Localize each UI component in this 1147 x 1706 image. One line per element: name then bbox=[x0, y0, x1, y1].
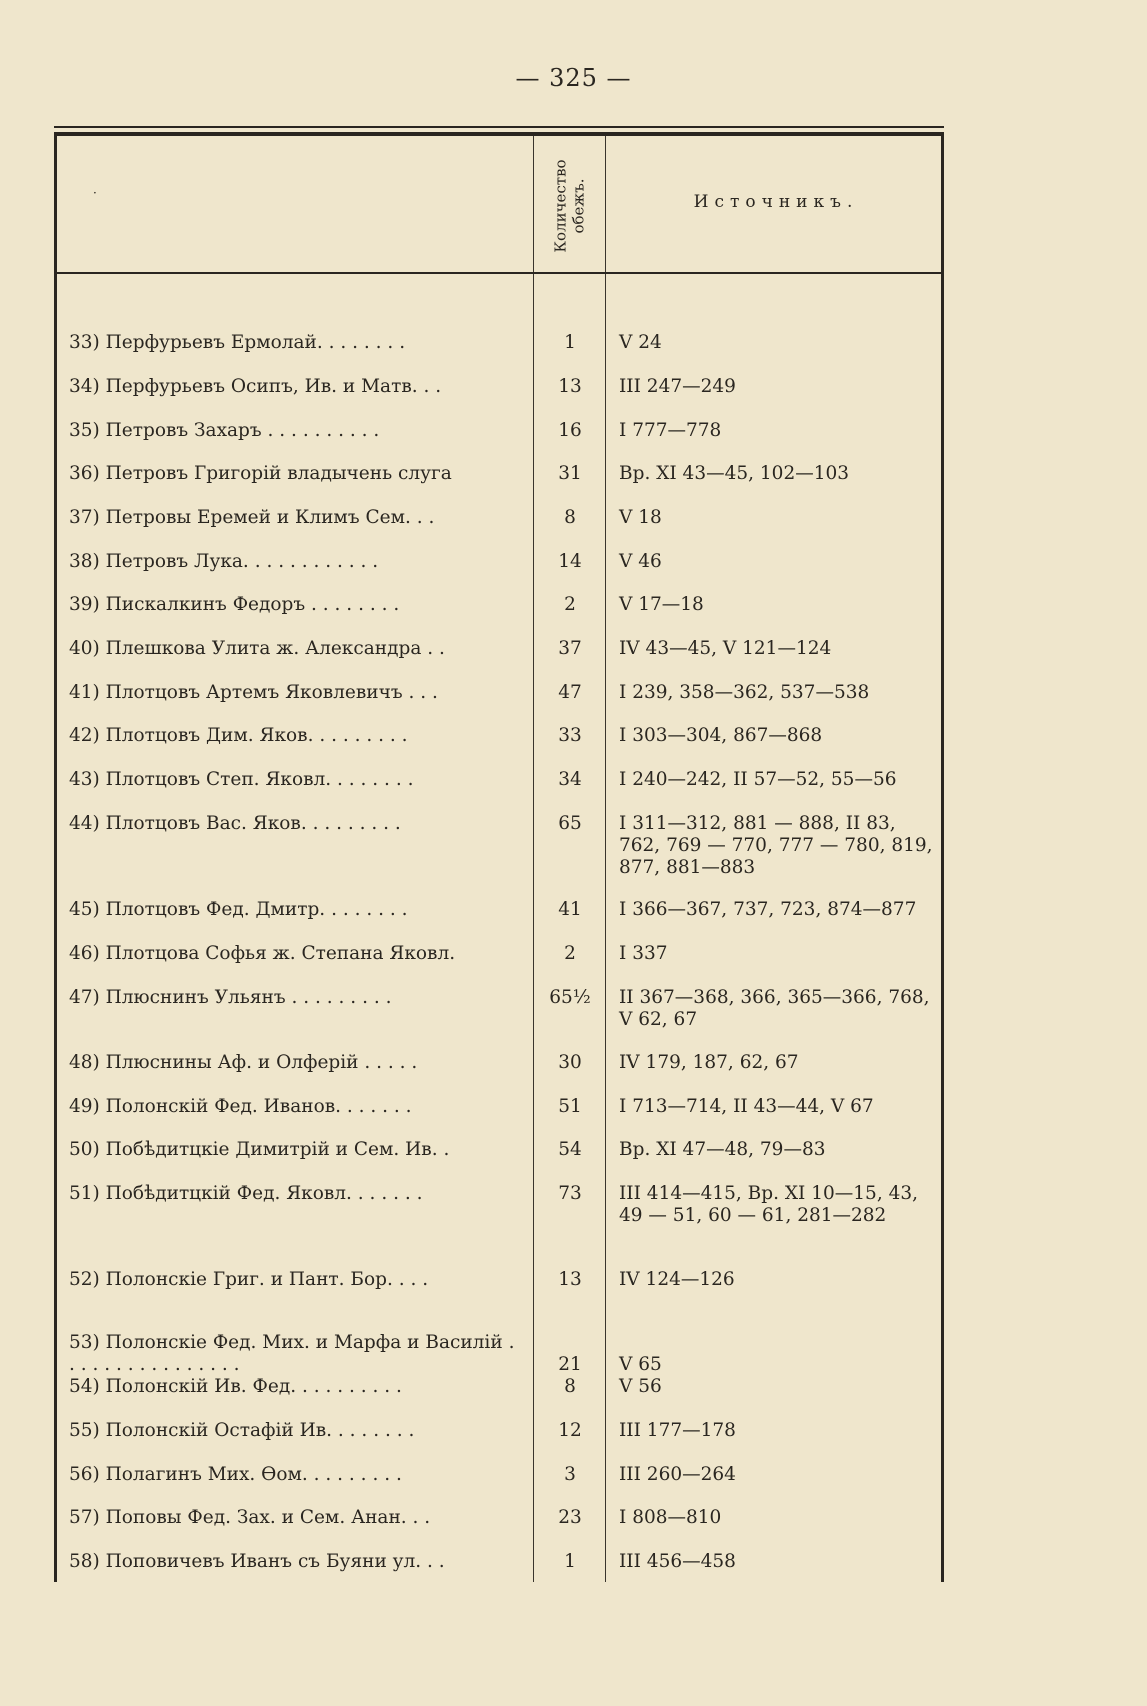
row-number: 49) bbox=[69, 1096, 100, 1117]
row-name-cell bbox=[69, 463, 525, 485]
row-number: 38) bbox=[69, 551, 100, 572]
row-name-cell bbox=[69, 1332, 525, 1376]
row-source: I 240—242, II 57—52, 55—56 bbox=[619, 769, 897, 790]
header-source: Источникъ. bbox=[693, 192, 859, 212]
row-source: I 808—810 bbox=[619, 1507, 722, 1528]
row-name-cell bbox=[69, 1420, 525, 1442]
row-count: 14 bbox=[558, 551, 582, 572]
row-name-cell bbox=[69, 1507, 525, 1529]
row-name: Пискалкинъ Федоръ . . . . . . . . bbox=[105, 594, 400, 615]
row-name: Плотцовъ Вас. Яков. . . . . . . . . bbox=[105, 813, 401, 834]
row-count: 54 bbox=[558, 1139, 582, 1160]
register-table bbox=[54, 132, 944, 1582]
row-source: I 337 bbox=[619, 943, 668, 964]
row-source: I 713—714, II 43—44, V 67 bbox=[619, 1096, 874, 1117]
row-count: 51 bbox=[558, 1096, 582, 1117]
row-number: 53) bbox=[69, 1332, 100, 1353]
row-count: 3 bbox=[564, 1464, 576, 1485]
header-count bbox=[537, 142, 603, 270]
row-name-cell bbox=[69, 1096, 525, 1118]
row-source: V 46 bbox=[619, 551, 662, 572]
row-name-cell bbox=[69, 987, 525, 1009]
row-name-cell bbox=[69, 943, 525, 965]
row-name: Побѣдитцкій Фед. Яковл. . . . . . . bbox=[105, 1183, 423, 1204]
row-count: 37 bbox=[558, 638, 582, 659]
row-name: Петровы Еремей и Климъ Сем. . . bbox=[105, 507, 435, 528]
row-name: Петровъ Захаръ . . . . . . . . . . bbox=[105, 420, 380, 441]
row-name-cell bbox=[69, 332, 525, 354]
row-count: 16 bbox=[558, 420, 582, 441]
row-name-cell bbox=[69, 1376, 525, 1398]
row-name: Полонскіе Фед. Мих. и Марфа и Василій . . . . . . . . . . . . . . . . bbox=[69, 1332, 515, 1375]
row-count: 8 bbox=[564, 507, 576, 528]
row-name: Плотцова Софья ж. Степана Яковл. bbox=[105, 943, 456, 964]
row-name-cell bbox=[69, 725, 525, 747]
row-source: I 303—304, 867—868 bbox=[619, 725, 823, 746]
row-number: 54) bbox=[69, 1376, 100, 1397]
row-name-cell bbox=[69, 1269, 525, 1291]
row-count: 21 bbox=[558, 1354, 582, 1375]
row-source: Вр. XI 43—45, 102—103 bbox=[619, 463, 850, 484]
row-count: 34 bbox=[558, 769, 582, 790]
page-number: — 325 — bbox=[515, 64, 632, 92]
row-number: 55) bbox=[69, 1420, 100, 1441]
row-source: V 18 bbox=[619, 507, 662, 528]
row-source: I 239, 358—362, 537—538 bbox=[619, 682, 870, 703]
row-name: Полонскій Фед. Иванов. . . . . . . bbox=[105, 1096, 412, 1117]
row-name: Полагинъ Мих. Ѳом. . . . . . . . . bbox=[105, 1464, 402, 1485]
row-count: 2 bbox=[564, 943, 576, 964]
row-name: Плюснинъ Ульянъ . . . . . . . . . bbox=[105, 987, 392, 1008]
row-name: Петровъ Григорій владычень слуга bbox=[105, 463, 452, 484]
row-count: 23 bbox=[558, 1507, 582, 1528]
row-count: 12 bbox=[558, 1420, 582, 1441]
row-count: 33 bbox=[558, 725, 582, 746]
row-name: Побѣдитцкіе Димитрій и Сем. Ив. . bbox=[105, 1139, 450, 1160]
row-number: 35) bbox=[69, 420, 100, 441]
row-number: 33) bbox=[69, 332, 100, 353]
row-number: 36) bbox=[69, 463, 100, 484]
row-source: III 456—458 bbox=[619, 1551, 736, 1572]
row-count: 65½ bbox=[549, 987, 591, 1008]
row-name-cell bbox=[69, 813, 525, 835]
row-count: 73 bbox=[558, 1183, 582, 1204]
row-source: III 414—415, Вр. XI 10—15, 43, 49 — 51, 60 — 61, 281—282 bbox=[619, 1183, 919, 1226]
row-name-cell bbox=[69, 1183, 525, 1205]
row-number: 50) bbox=[69, 1139, 100, 1160]
row-name-cell bbox=[69, 1464, 525, 1486]
row-number: 44) bbox=[69, 813, 100, 834]
row-name: Плотцовъ Фед. Дмитр. . . . . . . . bbox=[105, 899, 408, 920]
row-name-cell bbox=[69, 1052, 525, 1074]
row-name-cell bbox=[69, 638, 525, 660]
row-count: 2 bbox=[564, 594, 576, 615]
row-number: 46) bbox=[69, 943, 100, 964]
row-source: V 65 bbox=[619, 1354, 662, 1375]
row-source: III 247—249 bbox=[619, 376, 736, 397]
row-count: 30 bbox=[558, 1052, 582, 1073]
header-count-label: Количество обежъ. bbox=[552, 159, 589, 253]
row-source: I 366—367, 737, 723, 874—877 bbox=[619, 899, 917, 920]
row-number: 48) bbox=[69, 1052, 100, 1073]
row-name: Поповичевъ Иванъ съ Буяни ул. . . bbox=[105, 1551, 445, 1572]
row-source: II 367—368, 366, 365—366, 768, V 62, 67 bbox=[619, 987, 930, 1030]
row-number: 51) bbox=[69, 1183, 100, 1204]
row-number: 56) bbox=[69, 1464, 100, 1485]
row-name-cell bbox=[69, 1139, 525, 1161]
column-divider bbox=[533, 136, 534, 1582]
row-count: 47 bbox=[558, 682, 582, 703]
row-count: 1 bbox=[564, 332, 576, 353]
row-number: 47) bbox=[69, 987, 100, 1008]
row-number: 40) bbox=[69, 638, 100, 659]
row-count: 65 bbox=[558, 813, 582, 834]
row-number: 39) bbox=[69, 594, 100, 615]
row-number: 45) bbox=[69, 899, 100, 920]
row-number: 41) bbox=[69, 682, 100, 703]
row-name-cell bbox=[69, 551, 525, 573]
row-name: Полонскій Ив. Фед. . . . . . . . . . bbox=[105, 1376, 402, 1397]
row-count: 13 bbox=[558, 1269, 582, 1290]
row-name-cell bbox=[69, 769, 525, 791]
row-number: 37) bbox=[69, 507, 100, 528]
row-source: III 177—178 bbox=[619, 1420, 736, 1441]
row-name: Перфурьевъ Ермолай. . . . . . . . bbox=[105, 332, 406, 353]
row-source: V 56 bbox=[619, 1376, 662, 1397]
table-header bbox=[57, 136, 941, 274]
row-number: 57) bbox=[69, 1507, 100, 1528]
row-number: 52) bbox=[69, 1269, 100, 1290]
row-source: V 24 bbox=[619, 332, 662, 353]
row-name-cell bbox=[69, 682, 525, 704]
row-name: Поповы Фед. Зах. и Сем. Анан. . . bbox=[105, 1507, 431, 1528]
row-number: 42) bbox=[69, 725, 100, 746]
row-source: Вр. XI 47—48, 79—83 bbox=[619, 1139, 826, 1160]
row-count: 13 bbox=[558, 376, 582, 397]
row-name-cell bbox=[69, 420, 525, 442]
row-count: 31 bbox=[558, 463, 582, 484]
row-source: IV 124—126 bbox=[619, 1269, 735, 1290]
row-name-cell bbox=[69, 507, 525, 529]
row-name-cell bbox=[69, 1551, 525, 1573]
row-number: 34) bbox=[69, 376, 100, 397]
row-name: Плюснины Аф. и Олферій . . . . . bbox=[105, 1052, 418, 1073]
row-name: Плешкова Улита ж. Александра . . bbox=[105, 638, 445, 659]
row-name-cell bbox=[69, 594, 525, 616]
row-source: V 17—18 bbox=[619, 594, 704, 615]
column-divider bbox=[605, 136, 606, 1582]
header-mark: · bbox=[93, 186, 97, 200]
row-name: Плотцовъ Дим. Яков. . . . . . . . . bbox=[105, 725, 408, 746]
row-count: 1 bbox=[564, 1551, 576, 1572]
row-name: Плотцовъ Степ. Яковл. . . . . . . . bbox=[105, 769, 414, 790]
row-source: I 777—778 bbox=[619, 420, 722, 441]
row-name: Полонскіе Григ. и Пант. Бор. . . . bbox=[105, 1269, 429, 1290]
row-source: IV 43—45, V 121—124 bbox=[619, 638, 832, 659]
row-name-cell bbox=[69, 376, 525, 398]
row-number: 58) bbox=[69, 1551, 100, 1572]
row-source: I 311—312, 881 — 888, II 83, 762, 769 — 770, 777 — 780, 819, 877, 881—883 bbox=[619, 813, 933, 878]
row-name: Полонскій Остафій Ив. . . . . . . . bbox=[105, 1420, 415, 1441]
row-count: 41 bbox=[558, 899, 582, 920]
row-number: 43) bbox=[69, 769, 100, 790]
row-source: IV 179, 187, 62, 67 bbox=[619, 1052, 799, 1073]
row-source: III 260—264 bbox=[619, 1464, 736, 1485]
row-count: 8 bbox=[564, 1376, 576, 1397]
row-name: Плотцовъ Артемъ Яковлевичъ . . . bbox=[105, 682, 438, 703]
row-name-cell bbox=[69, 899, 525, 921]
row-name: Петровъ Лука. . . . . . . . . . . . bbox=[105, 551, 379, 572]
row-name: Перфурьевъ Осипъ, Ив. и Матв. . . bbox=[105, 376, 442, 397]
